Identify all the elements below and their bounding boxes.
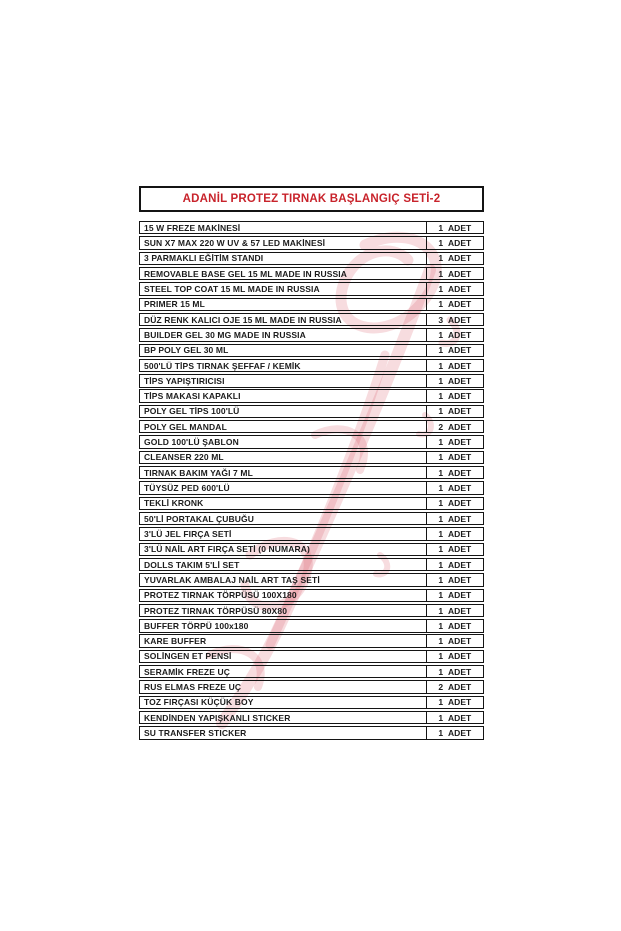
item-quantity xyxy=(426,528,484,539)
item-quantity-unit: ADET xyxy=(448,222,472,233)
table-row xyxy=(139,619,484,632)
item-name: KENDİNDEN YAPIŞKANLI STICKER xyxy=(144,712,291,723)
item-quantity-unit: ADET xyxy=(448,590,472,601)
item-quantity-number: 1 xyxy=(438,483,444,493)
item-quantity-unit: ADET xyxy=(448,528,472,539)
item-name: TİPS MAKASI KAPAKLI xyxy=(144,391,241,402)
table-row xyxy=(139,298,484,311)
item-quantity xyxy=(426,283,484,294)
table-row xyxy=(139,543,484,556)
set-title-box xyxy=(139,186,484,212)
item-quantity xyxy=(426,620,484,631)
item-name: TOZ FIRÇASI KÜÇÜK BOY xyxy=(144,697,254,708)
item-quantity xyxy=(426,436,484,447)
item-quantity xyxy=(426,375,484,386)
item-quantity-unit: ADET xyxy=(448,421,472,432)
item-quantity-number: 1 xyxy=(438,437,444,448)
item-quantity xyxy=(426,467,484,478)
item-name: BUILDER GEL 30 MG MADE IN RUSSIA xyxy=(144,329,306,340)
table-row xyxy=(139,267,484,280)
item-name: REMOVABLE BASE GEL 15 ML MADE IN RUSSIA xyxy=(144,268,348,279)
item-quantity-number: 1 xyxy=(438,605,444,616)
item-quantity xyxy=(426,268,484,279)
item-quantity-unit: ADET xyxy=(448,253,472,264)
item-name: TÜYSÜZ PED 600'LÜ xyxy=(144,483,230,493)
item-name: RUS ELMAS FREZE UÇ xyxy=(144,682,242,693)
table-row xyxy=(139,252,484,265)
table-row xyxy=(139,435,484,448)
item-quantity-number: 1 xyxy=(438,498,444,509)
item-quantity-number: 1 xyxy=(438,528,444,539)
table-row xyxy=(139,696,484,709)
item-quantity xyxy=(426,237,484,248)
item-quantity xyxy=(426,574,484,585)
item-quantity-number: 1 xyxy=(438,375,444,386)
item-name: DOLLS TAKIM 5'Lİ SET xyxy=(144,559,240,570)
item-quantity-unit: ADET xyxy=(448,513,472,524)
item-quantity-number: 1 xyxy=(438,268,444,279)
item-quantity-unit: ADET xyxy=(448,574,472,585)
item-quantity-unit: ADET xyxy=(448,314,472,325)
item-quantity-unit: ADET xyxy=(448,452,472,463)
item-quantity-unit: ADET xyxy=(448,666,472,677)
item-quantity xyxy=(426,452,484,463)
item-quantity-unit: ADET xyxy=(448,360,472,371)
item-quantity-unit: ADET xyxy=(448,329,472,340)
item-quantity-unit: ADET xyxy=(448,712,472,723)
item-quantity-number: 1 xyxy=(438,391,444,402)
item-quantity-unit: ADET xyxy=(448,697,472,708)
item-quantity-number: 1 xyxy=(438,513,444,524)
table-row xyxy=(139,512,484,525)
item-quantity-unit: ADET xyxy=(448,268,472,279)
item-name: STEEL TOP COAT 15 ML MADE IN RUSSIA xyxy=(144,283,320,294)
item-quantity-unit: ADET xyxy=(448,375,472,386)
table-row xyxy=(139,451,484,464)
item-quantity-number: 1 xyxy=(438,712,444,723)
table-row xyxy=(139,604,484,617)
table-row xyxy=(139,282,484,295)
table-row xyxy=(139,527,484,540)
table-row xyxy=(139,389,484,402)
item-quantity-number: 1 xyxy=(438,620,444,631)
item-quantity-number: 1 xyxy=(438,590,444,601)
item-quantity-unit: ADET xyxy=(448,682,472,693)
item-quantity-number: 1 xyxy=(438,666,444,677)
item-quantity-unit: ADET xyxy=(448,299,472,310)
table-row xyxy=(139,221,484,234)
item-quantity xyxy=(426,482,484,493)
item-quantity xyxy=(426,651,484,662)
item-quantity-unit: ADET xyxy=(448,238,472,248)
item-name: PRIMER 15 ML xyxy=(144,299,205,310)
item-quantity-number: 1 xyxy=(438,345,444,356)
item-quantity-number: 1 xyxy=(438,406,444,417)
item-name: 15 W FREZE MAKİNESİ xyxy=(144,222,241,233)
item-quantity-unit: ADET xyxy=(448,467,472,478)
item-quantity-number: 1 xyxy=(438,452,444,463)
item-quantity-number: 3 xyxy=(438,314,444,325)
table-row xyxy=(139,236,484,249)
item-quantity-number: 1 xyxy=(438,544,444,555)
item-quantity-number: 1 xyxy=(438,238,444,248)
item-quantity-unit: ADET xyxy=(448,498,472,509)
table-row xyxy=(139,589,484,602)
item-quantity-unit: ADET xyxy=(448,406,472,417)
item-name: SU TRANSFER STICKER xyxy=(144,728,247,738)
item-name: KARE BUFFER xyxy=(144,636,207,647)
item-quantity-number: 1 xyxy=(438,697,444,708)
item-quantity xyxy=(426,299,484,310)
item-quantity-unit: ADET xyxy=(448,620,472,631)
item-quantity-number: 1 xyxy=(438,467,444,478)
item-quantity-number: 2 xyxy=(438,682,444,693)
item-quantity xyxy=(426,421,484,432)
item-name: 3'LÜ JEL FIRÇA SETİ xyxy=(144,528,232,539)
item-name: SOLİNGEN ET PENSİ xyxy=(144,651,232,662)
item-quantity xyxy=(426,253,484,264)
table-row xyxy=(139,374,484,387)
item-name: PROTEZ TIRNAK TÖRPÜSÜ 80X80 xyxy=(144,605,288,616)
item-name: 3'LÜ NAİL ART FIRÇA SETİ (0 NUMARA) xyxy=(144,544,310,555)
item-quantity xyxy=(426,681,484,692)
item-quantity-number: 1 xyxy=(438,329,444,340)
item-name: TİPS YAPIŞTIRICISI xyxy=(144,375,225,386)
item-quantity-number: 1 xyxy=(438,360,444,371)
item-quantity-number: 1 xyxy=(438,651,444,662)
table-row xyxy=(139,481,484,494)
item-name: BUFFER TÖRPÜ 100x180 xyxy=(144,620,249,631)
item-name: TEKLİ KRONK xyxy=(144,498,204,509)
item-quantity-unit: ADET xyxy=(448,437,472,448)
table-row xyxy=(139,497,484,510)
item-quantity xyxy=(426,727,484,738)
item-quantity xyxy=(426,712,484,723)
item-quantity-unit: ADET xyxy=(448,559,472,570)
item-name: SUN X7 MAX 220 W UV & 57 LED MAKİNESİ xyxy=(144,238,326,248)
items-table xyxy=(139,221,484,742)
item-name: SERAMİK FREZE UÇ xyxy=(144,666,230,677)
item-quantity-number: 1 xyxy=(438,574,444,585)
item-name: GOLD 100'LÜ ŞABLON xyxy=(144,437,239,448)
item-quantity xyxy=(426,406,484,417)
item-quantity-unit: ADET xyxy=(448,636,472,647)
item-name: DÜZ RENK KALICI OJE 15 ML MADE IN RUSSIA xyxy=(144,314,342,325)
item-name: TIRNAK BAKIM YAĞI 7 ML xyxy=(144,467,253,478)
table-row xyxy=(139,313,484,326)
item-name: POLY GEL MANDAL xyxy=(144,421,227,432)
item-quantity xyxy=(426,345,484,356)
table-row xyxy=(139,328,484,341)
item-quantity-unit: ADET xyxy=(448,483,472,493)
item-quantity xyxy=(426,360,484,371)
table-row xyxy=(139,665,484,678)
table-row xyxy=(139,650,484,663)
item-quantity xyxy=(426,590,484,601)
item-name: BP POLY GEL 30 ML xyxy=(144,345,229,356)
table-row xyxy=(139,466,484,479)
item-quantity xyxy=(426,666,484,677)
item-quantity-unit: ADET xyxy=(448,651,472,662)
item-name: CLEANSER 220 ML xyxy=(144,452,224,463)
item-quantity xyxy=(426,222,484,233)
item-quantity xyxy=(426,498,484,509)
item-quantity xyxy=(426,513,484,524)
item-quantity-unit: ADET xyxy=(448,728,472,738)
page-title: ADANİL PROTEZ TIRNAK BAŞLANGIÇ SETİ-2 xyxy=(182,193,441,205)
item-quantity-unit: ADET xyxy=(448,605,472,616)
item-quantity xyxy=(426,559,484,570)
item-quantity-number: 1 xyxy=(438,283,444,294)
item-quantity-number: 1 xyxy=(438,636,444,647)
item-quantity-number: 1 xyxy=(438,559,444,570)
item-quantity xyxy=(426,329,484,340)
item-quantity-number: 1 xyxy=(438,222,444,233)
table-row xyxy=(139,573,484,586)
item-quantity-number: 1 xyxy=(438,728,444,738)
item-quantity xyxy=(426,605,484,616)
item-quantity xyxy=(426,544,484,555)
item-quantity xyxy=(426,635,484,646)
item-quantity-unit: ADET xyxy=(448,544,472,555)
item-quantity xyxy=(426,697,484,708)
item-quantity xyxy=(426,390,484,401)
table-row xyxy=(139,711,484,724)
item-quantity-unit: ADET xyxy=(448,345,472,356)
table-row xyxy=(139,420,484,433)
table-row xyxy=(139,726,484,739)
table-row xyxy=(139,680,484,693)
item-quantity-number: 1 xyxy=(438,253,444,264)
item-quantity xyxy=(426,314,484,325)
item-quantity-unit: ADET xyxy=(448,283,472,294)
table-row xyxy=(139,558,484,571)
item-name: PROTEZ TIRNAK TÖRPÜSÜ 100X180 xyxy=(144,590,297,601)
item-quantity-number: 2 xyxy=(438,421,444,432)
table-row xyxy=(139,359,484,372)
table-row xyxy=(139,634,484,647)
item-name: POLY GEL TİPS 100'LÜ xyxy=(144,406,240,417)
item-quantity-unit: ADET xyxy=(448,391,472,402)
table-row xyxy=(139,405,484,418)
item-quantity-number: 1 xyxy=(438,299,444,310)
item-name: YUVARLAK AMBALAJ NAİL ART TAŞ SETİ xyxy=(144,574,320,585)
item-name: 50'Lİ PORTAKAL ÇUBUĞU xyxy=(144,513,255,524)
item-name: 3 PARMAKLI EĞİTİM STANDI xyxy=(144,253,264,264)
table-row xyxy=(139,344,484,357)
item-name: 500'LÜ TİPS TIRNAK ŞEFFAF / KEMİK xyxy=(144,360,301,371)
